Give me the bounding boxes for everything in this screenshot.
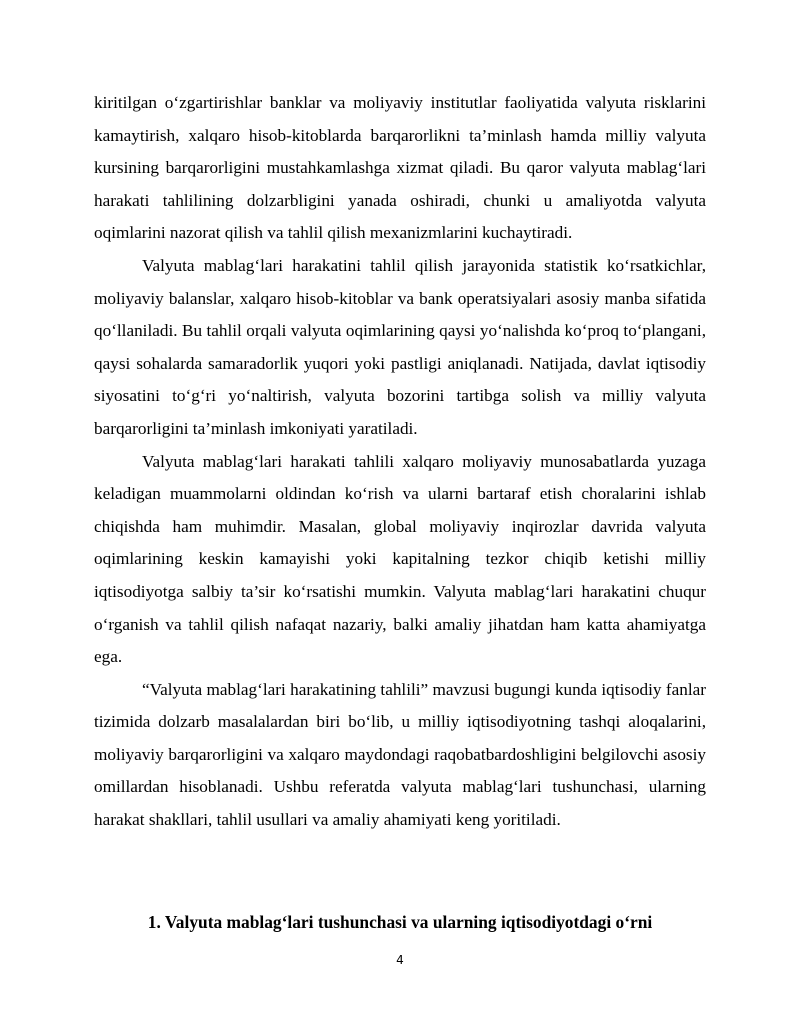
paragraph: “Valyuta mablag‘lari harakatining tahlili” mavzusi bugungi kunda iqtisodiy fanlar tizimida dolzarb masalalardan biri bo‘lib, u milliy iqtisodiyotning tashqi aloqalarini, moliyaviy barqarorligini va xalqaro maydondagi raqobatbardoshligini belgilovchi asosiy omillardan hisoblanadi. Ushbu referatda valyuta mablag‘lari tushunchasi, ularning harakat shakllari, tahlil usullari va amaliy ahamiyati keng yoritiladi. [94, 679, 706, 830]
paragraph: Valyuta mablag‘lari harakatini tahlil qilish jarayonida statistik ko‘rsatkichlar, moliyaviy balanslar, xalqaro hisob-kitoblar va bank operatsiyalari asosiy manba sifatida qo‘llaniladi. Bu tahlil orqali valyuta oqimlarining qaysi yo‘nalishda ko‘proq to‘plangani, qaysi sohalarda samaradorlik yuqori yoki pastligi aniqlanadi. Natijada, davlat iqtisodiy siyosatini to‘g‘ri yo‘naltirish, valyuta bozorini tartibga solish va milliy valyuta barqarorligini ta’minlash imkoniyati yaratiladi. [94, 255, 706, 438]
section-heading: 1. Valyuta mablag‘lari tushunchasi va ularning iqtisodiyotdagi o‘rni [147, 912, 653, 932]
paragraph-continued: kiritilgan o‘zgartirishlar banklar va moliyaviy institutlar faoliyatida valyuta risklarini kamaytirish, xalqaro hisob-kitoblarda barqarorlikni ta’minlash hamda milliy valyuta kursining barqarorligini mustahkamlashga xizmat qiladi. Bu qaror valyuta mablag‘lari harakati tahlilining dolzarbligini yanada oshiradi, chunki u amaliyotda valyuta oqimlarini nazorat qilish va tahlil qilish mexanizmlarini kuchaytiradi. [94, 93, 706, 243]
paragraph: Valyuta mablag‘lari harakati tahlili xalqaro moliyaviy munosabatlarda yuzaga keladigan muammolarni oldindan ko‘rish va ularni bartaraf etish choralarini ishlab chiqishda ham muhimdir. Masalan, global moliyaviy inqirozlar davrida valyuta oqimlarining keskin kamayishi yoki kapitalning tezkor chiqib ketishi milliy iqtisodiyotga salbiy ta’sir ko‘rsatishi mumkin. Valyuta mablag‘lari harakatini chuqur o‘rganish va tahlil qilish nafaqat nazariy, balki amaliy jihatdan ham katta ahamiyatga ega. [94, 451, 706, 667]
page-number: 4 [396, 953, 404, 967]
document-body [94, 87, 706, 837]
